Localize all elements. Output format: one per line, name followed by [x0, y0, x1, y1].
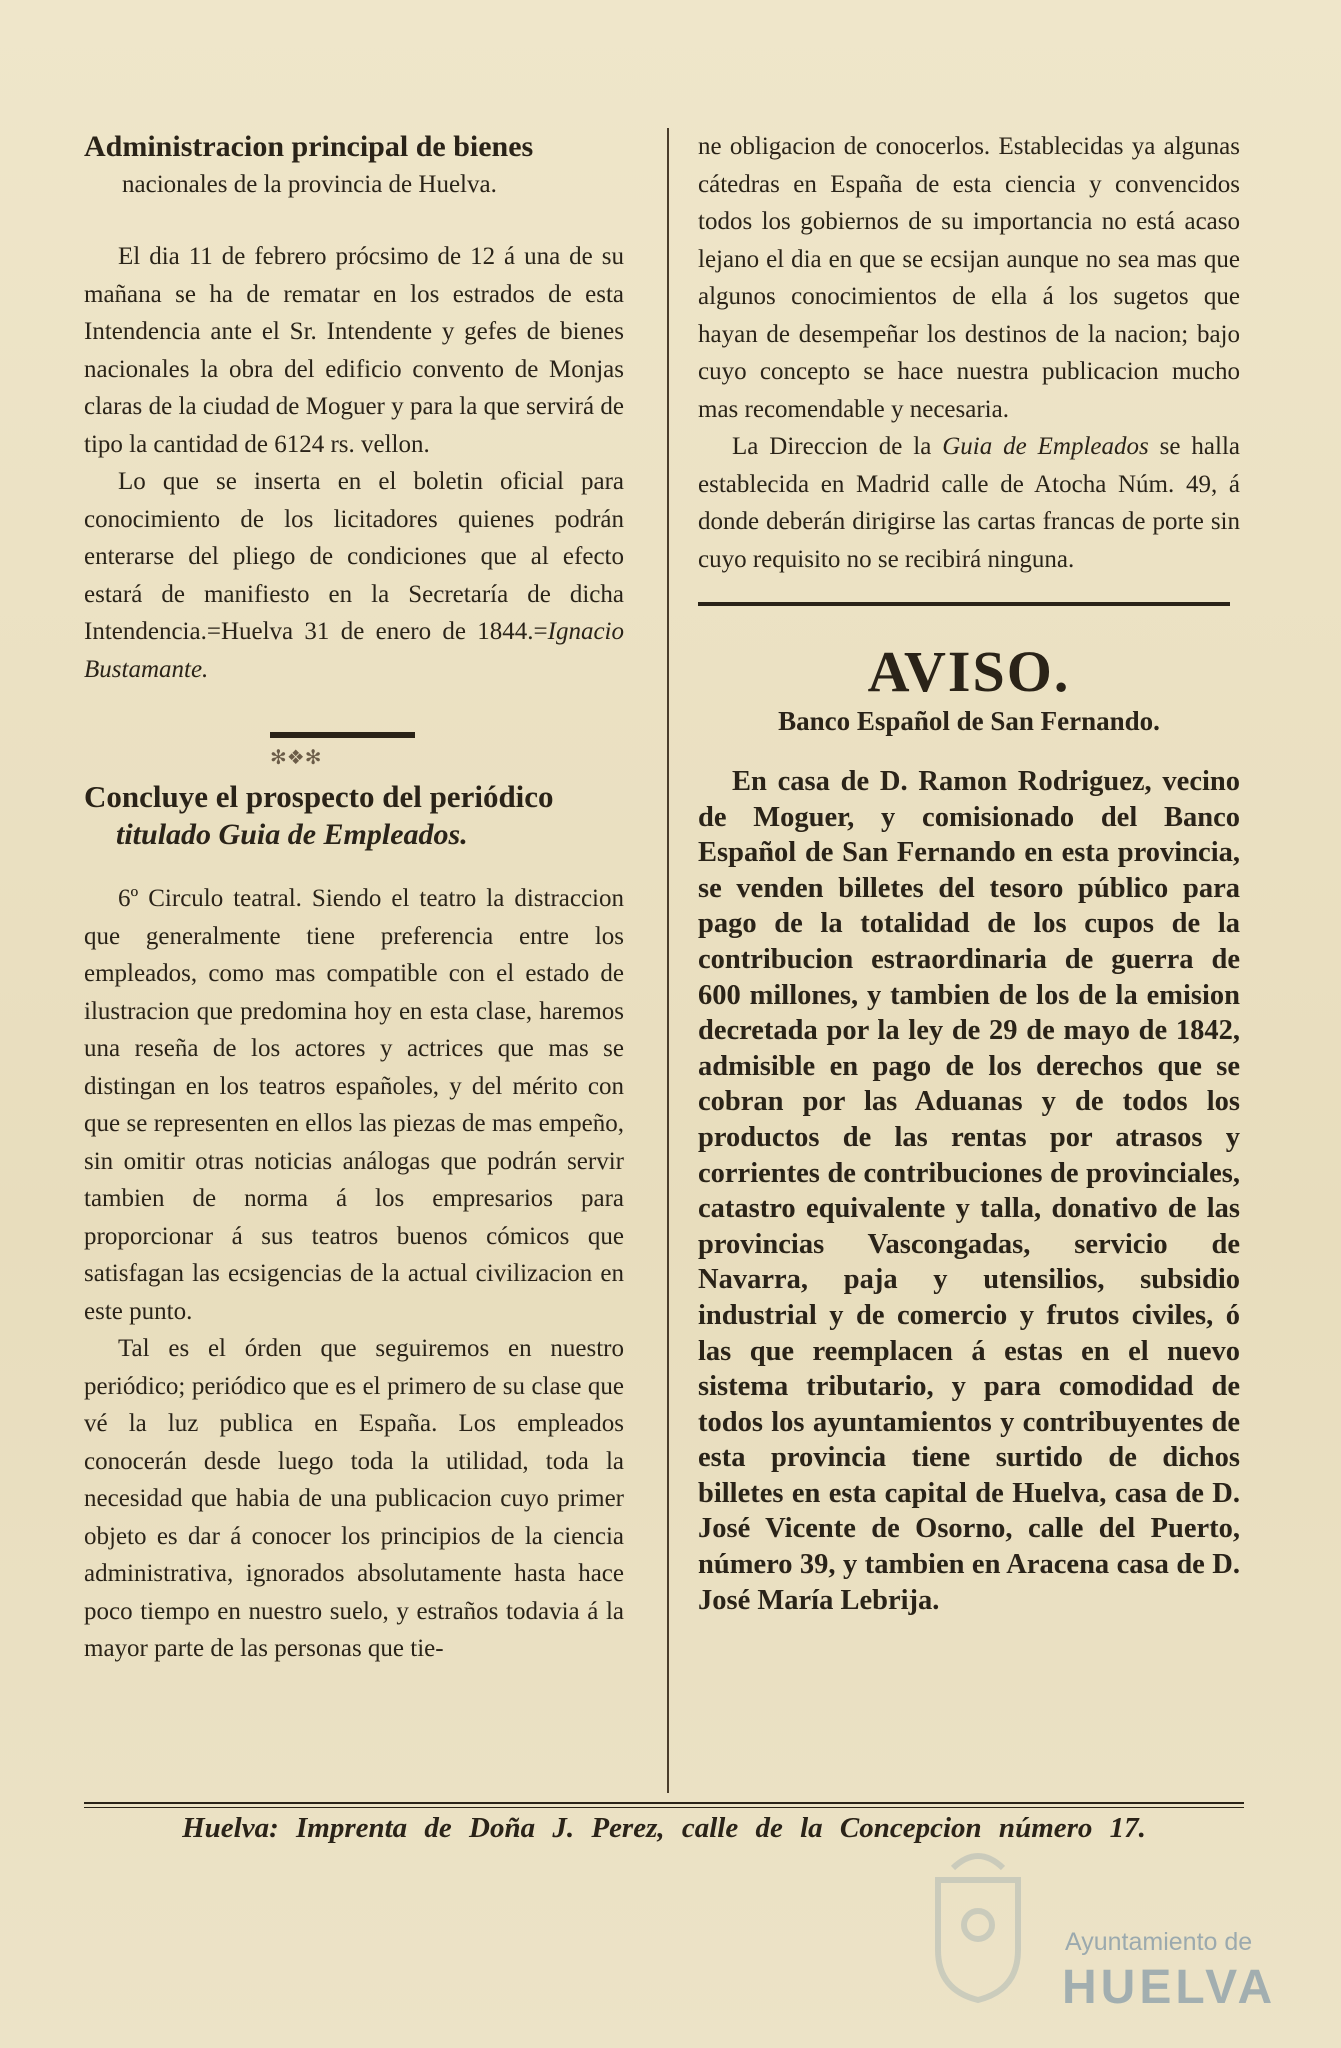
- prospectus-heading: [84, 778, 624, 854]
- notice-paragraph-2: [84, 463, 624, 688]
- aviso-subtitle: Banco Español de San Fernando.: [778, 706, 1160, 736]
- direction-paragraph: [698, 428, 1240, 578]
- section-divider: [270, 732, 415, 738]
- prospectus-heading-main: Concluye el prospecto del periódico: [84, 779, 554, 814]
- direction-title: Guia de Empleados: [942, 433, 1149, 460]
- right-column: [698, 128, 1240, 1618]
- prospectus-paragraph-1: 6º Circulo teatral. Siendo el teatro la distraccion que generalmente tiene preferencia entre los empleados, como mas compatible con el estado de ilustracion que predomina hoy en esta clase, haremos una reseña de los actores y actrices que mas se distingan en los teatros españoles, y del mérito con que se representen en ellos las piezas de mas empeño, sin omitir otras noticias análogas que podrán servir tambien de norma á los empresarios para proporcionar á sus teatros buenos cómicos que satisfagan las ecsigencias de la actual civilizacion en este punto.: [84, 885, 624, 1325]
- notice-paragraph-2-text: Lo que se inserta en el boletin oficial para conocimiento de los licitadores quienes podrán enterarse del pliego de condiciones que al efecto estará de manifiesto en la Secretaría de dicha Intendencia.=Huelva 31 de enero de 1844.=: [84, 468, 624, 645]
- notice-paragraph-1: El dia 11 de febrero prócsimo de 12 á una de su mañana se ha de rematar en los estrados de esta Intendencia ante el Sr. Intendente y gefes de bienes nacionales la obra del edificio convento de Monjas claras de la ciudad de Moguer y para la que servirá de tipo la cantidad de 6124 rs. vellon.: [84, 243, 624, 458]
- watermark-line-2: HUELVA: [1062, 1961, 1277, 2014]
- direction-text-a: La Direccion de la: [732, 433, 943, 460]
- notice-heading-main: Administracion principal de bienes: [84, 130, 534, 163]
- footer-rule: [84, 1802, 1244, 1804]
- prospectus-heading-sub: [84, 816, 624, 854]
- column-divider: [667, 128, 669, 1793]
- notice-signature: Ignacio Bustamante.: [84, 618, 624, 683]
- prospectus-heading-sub-plain: titulado: [116, 818, 219, 851]
- prospectus-continuation: ne obligacion de conocerlos. Establecidas ya algunas cátedras en España de esta ciencia y convencidos todos los gobiernos de su importancia no está acaso lejano el dia en que se ecsijan aunque no sea mas que algunos conocimientos de ella á los sugetos que hayan de desempeñar los destinos de la nacion; bajo cuyo concepto se hace nuestra publicacion mucho mas recomendable y necesaria.: [698, 133, 1240, 423]
- watermark-line-1: Ayuntamiento de: [1065, 1928, 1253, 1956]
- notice-heading-sub: nacionales de la provincia de Huelva.: [122, 171, 497, 198]
- prospectus-heading-sub-title: Guia de Empleados.: [218, 818, 468, 851]
- prospectus-paragraph-2: Tal es el órden que seguiremos en nuestro periódico; periódico que es el primero de su clase que vé la luz publica en España. Los empleados conocerán desde luego toda la utilidad, toda la necesidad que habia de una publicacion cuyo primer objeto es dar á conocer los principios de la ciencia administrativa, ignorados absolutamente hasta hace poco tiempo en nuestro suelo, y estraños todavia á la mayor parte de las personas que tie-: [84, 1335, 624, 1662]
- aviso-body: En casa de D. Ramon Rodriguez, vecino de Moguer, y comisionado del Banco Español de San Fernando en esta provincia, se venden billetes del tesoro público para pago de la totalidad de los cupos de la contribucion estraordinaria de guerra de 600 millones, y tambien de los de la emision decretada por la ley de 29 de mayo de 1842, admisible en pago de los derechos que se cobran por las Aduanas y de todos los productos de las rentas por atrasos y corrientes de contribuciones de provinciales, catastro equivalente y talla, donativo de las provincias Vascongadas, servicio de Navarra, paja y utensilios, subsidio industrial y de comercio y frutos civiles, ó las que reemplacen á estas en el nuevo sistema tributario, y para comodidad de todos los ayuntamientos y contribuyentes de esta provincia tiene surtido de dichos billetes en esta capital de Huelva, casa de D. José Vicente de Osorno, calle del Puerto, número 39, y tambien en Aracena casa de D. José María Lebrija.: [698, 766, 1240, 1616]
- direction-text-b: se halla establecida en Madrid calle de Atocha Núm. 49, á donde deberán dirigirse las cartas francas de porte sin cuyo requisito no se recibirá ninguna.: [698, 433, 1240, 573]
- notice-heading: [84, 128, 624, 204]
- aviso-divider: [698, 602, 1230, 606]
- printer-imprint: Huelva: Imprenta de Doña J. Perez, calle de la Concepcion número 17.: [182, 1812, 1146, 1844]
- aviso-title: AVISO.: [867, 639, 1071, 704]
- ornament-glyph: ✻❖✻: [270, 747, 322, 769]
- left-column: [84, 128, 624, 1668]
